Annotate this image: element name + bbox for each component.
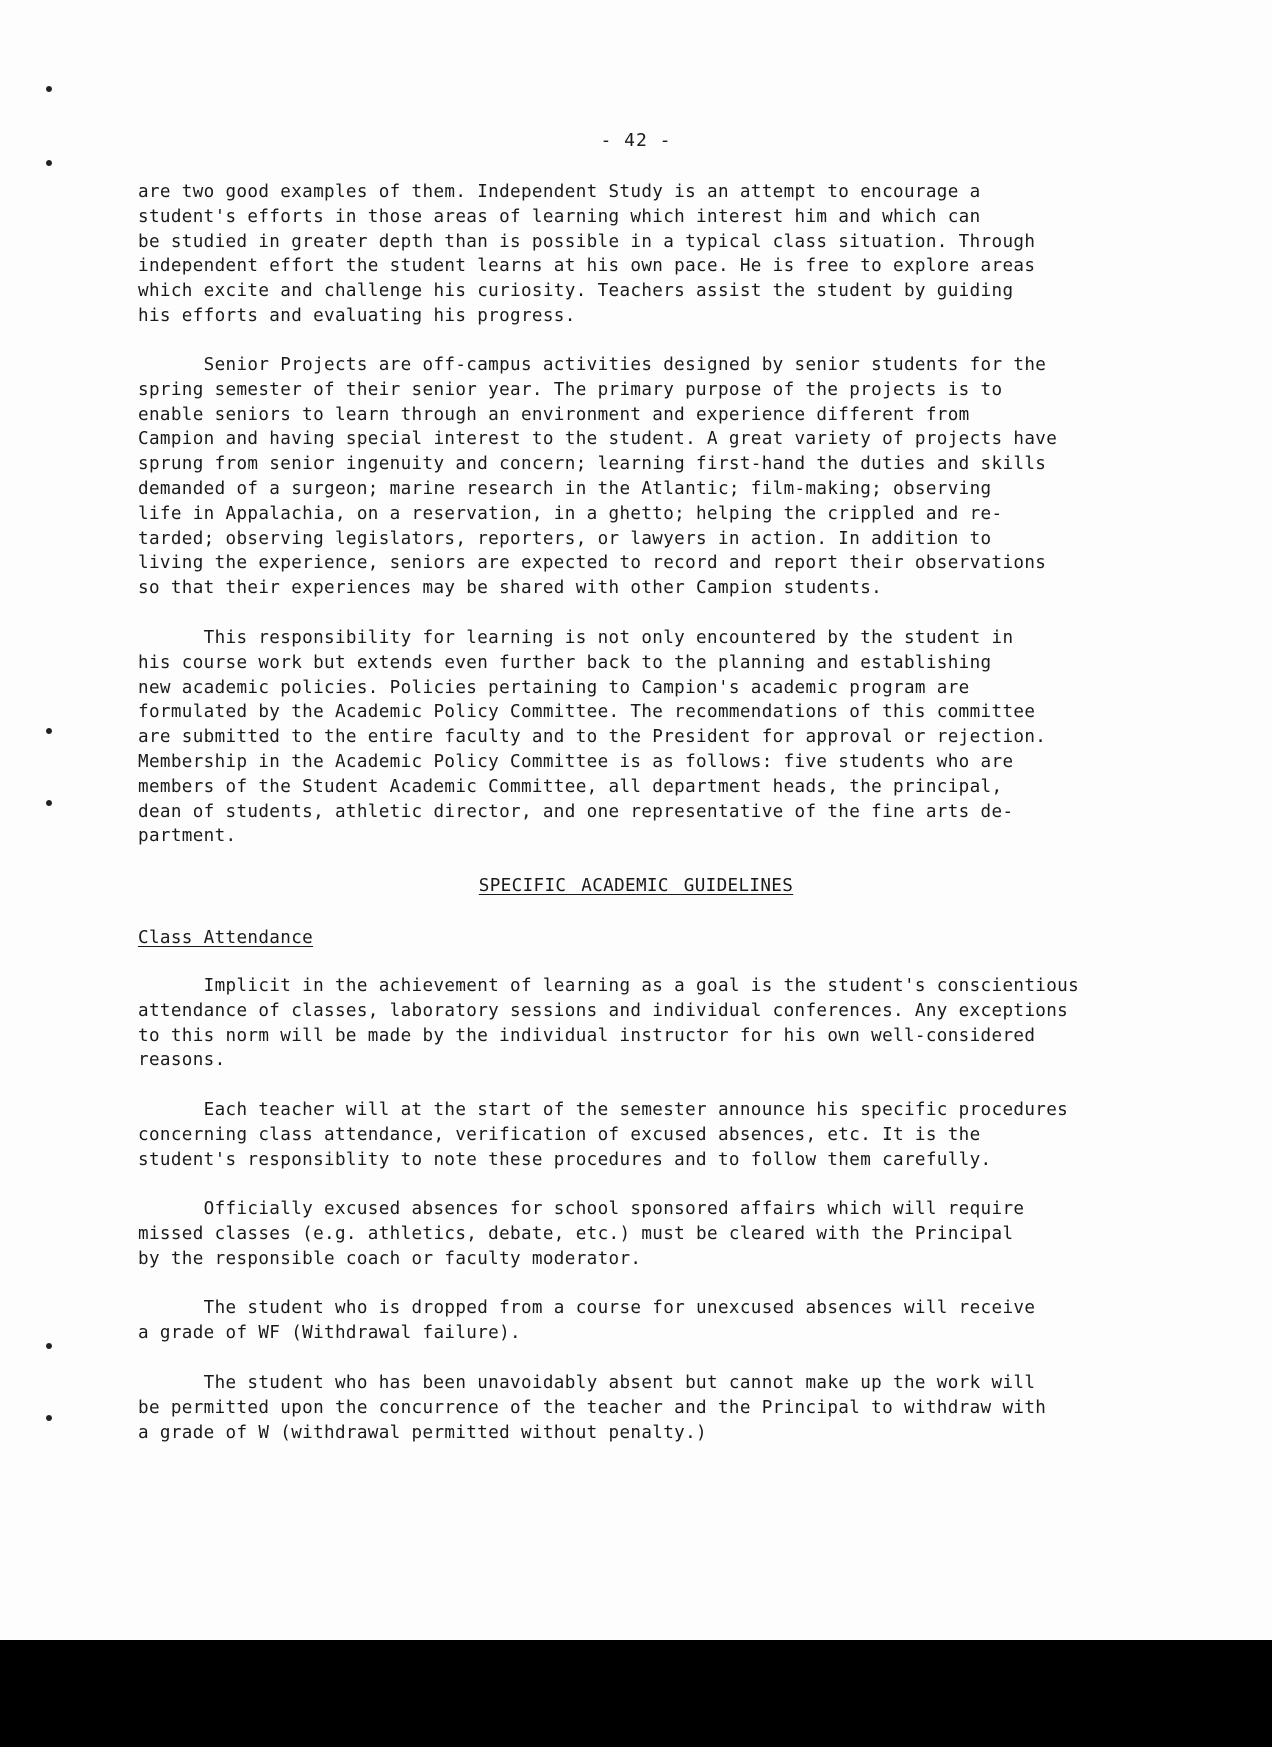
responsibility-paragraph: This responsibility for learning is not only encountered by the student in his course work but extends even further back to the planning and establishing new academic policies. Policies pertaining to Campion's academic program are formulated by the Academic Policy Committee. The recommendations of this committee are submitted to the entire faculty and to the President for approval or rejection. Membership in the Academic Policy Committee is as follows: five students who are members of the Student Academic Committee, all department heads, the principal, dean of students, athletic director, and one representative of the fine arts de- partment. — [138, 628, 1047, 847]
subsection-heading: Class Attendance — [138, 928, 314, 948]
section-heading: SPECIFIC ACADEMIC GUIDELINES — [478, 876, 794, 896]
attendance-paragraph: Officially excused absences for school sponsored affairs which will require missed classes (e.g. athletics, debate, etc.) must be cleared with the Principal by the responsible coach or faculty moderator. — [138, 1199, 1025, 1269]
margin-mark-dot — [46, 1343, 52, 1349]
attendance-paragraph: Implicit in the achievement of learning as a goal is the student's conscientious attendance of classes, laboratory sessions and individual conferences. Any exceptions to this norm will be made by the individual instructor for his own well-considered reasons. — [138, 976, 1080, 1071]
page-number: - 42 - — [600, 130, 672, 151]
margin-mark-dot — [46, 160, 52, 166]
margin-mark-dot — [46, 728, 52, 734]
attendance-paragraph: The student who has been unavoidably absent but cannot make up the work will be permitted upon the concurrence of the teacher and the Principal to withdraw with a grade of W (withdrawal permitted without penalty.) — [138, 1373, 1047, 1443]
intro-paragraph: are two good examples of them. Independent Study is an attempt to encourage a student's efforts in those areas of learning which interest him and which can be studied in greater depth than is possible in a typical class situation. Through independent effort the student learns at his own pace. He is free to explore areas which excite and challenge his curiosity. Teachers assist the student by guiding his efforts and evaluating his progress. — [138, 182, 1036, 326]
margin-mark-dot — [46, 800, 52, 806]
senior-projects-paragraph: Senior Projects are off-campus activities designed by senior students for the spring semester of their senior year. The primary purpose of the projects is to enable seniors to learn through an environment and experience different from Campion and having special interest to the student. A great variety of projects have sprung from senior ingenuity and concern; learning first-hand the duties and skills demanded of a surgeon; marine research in the Atlantic; film-making; observing life in Appalachia, on a reservation, in a ghetto; helping the crippled and re- tarded; observing legislators, reporters, or lawyers in action. In addition to living the experience, seniors are expected to record and report their observations so that their experiences may be shared with other Campion students. — [138, 355, 1058, 599]
attendance-paragraph: Each teacher will at the start of the semester announce his specific procedures concerning class attendance, verification of excused absences, etc. It is the student's responsiblity to note these procedures and to follow them carefully. — [138, 1100, 1069, 1170]
margin-mark-dot — [46, 86, 52, 92]
attendance-paragraph: The student who is dropped from a course for unexcused absences will receive a grade of WF (Withdrawal failure). — [138, 1298, 1036, 1343]
margin-mark-dot — [46, 1415, 52, 1421]
scan-border — [0, 1640, 1272, 1747]
